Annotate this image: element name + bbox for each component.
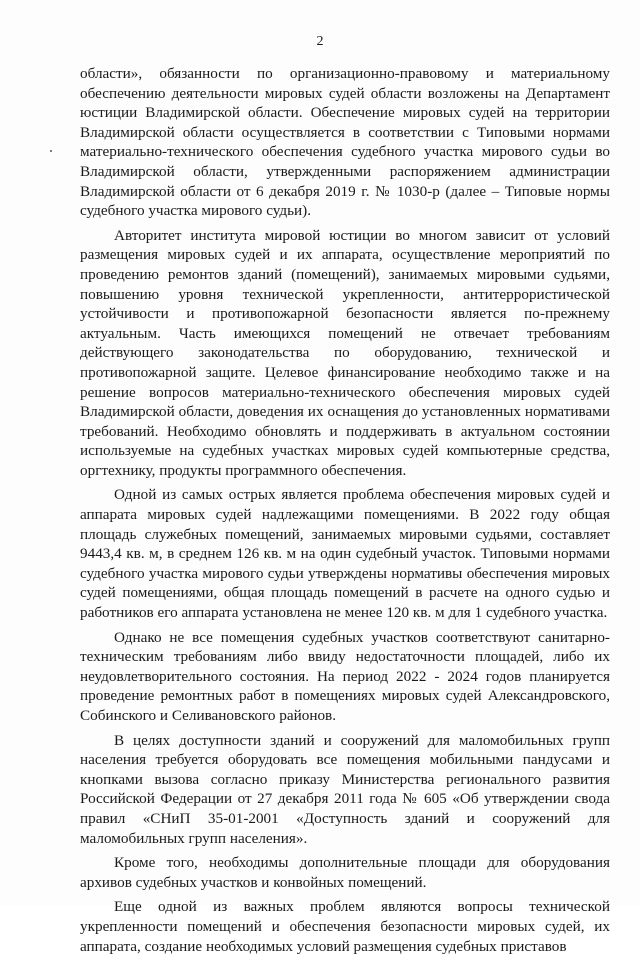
- paragraph-premises-problem: Одной из самых острых является проблема обеспечения мировых судей и аппарата мировых судей надлежащими помещениями. В 2022 году общая площадь служебных помещений, занимаемых мировыми судьями, составляет 9443,4 кв. м, в среднем 126 кв. м на один судебный участок. Типовыми нормами судебного участка мирового судьи утверждены нормативы обеспечения мировых судей помещениями, общая площадь помещений в расчете на одного судью и работников его аппарата установлена не менее 120 кв. м для 1 судебного участка.: [80, 486, 610, 622]
- paragraph-magistrate-authority: Авторитет института мировой юстиции во многом зависит от условий размещения мировых судей и их аппарата, осуществление мероприятий по проведению ремонтов зданий (помещений), занимаемых мировыми судьями, повышению уровня технической укрепленности, антитеррористической устойчивости и противопожарной безопасности является по-прежнему актуальным. Часть имеющихся помещений не отвечает требованиям действующего законодательства по оборудованию, технической и противопожарной защите. Целевое финансирование необходимо также и на решение вопросов материально-технического обеспечения мировых судей Владимирской области, доведения их оснащения до установленных нормативами требований. Необходимо обновлять и поддерживать в актуальном состоянии используемые на судебных участках мировых судей компьютерные средства, оргтехнику, продукты программного обеспечения.: [80, 226, 610, 479]
- paragraph-accessibility: В целях доступности зданий и сооружений для маломобильных групп населения требуется оборудовать все помещения мобильными пандусами и кнопками вызова согласно приказу Министерства регионального развития Российской Федерации от 27 декабря 2011 года № 605 «Об утверждении свода правил «СНиП 35-01-2001 «Доступность зданий и сооружений для маломобильных групп населения».: [80, 731, 610, 847]
- paragraph-repair-plans: Однако не все помещения судебных участков соответствуют санитарно-техническим требованиям либо ввиду недостаточности площадей, либо их неудовлетворительного состояния. На период 2022 - 2024 годов планируется проведение ремонтных работ в помещениях мировых судей Александровского, Собинского и Селивановского районов.: [80, 628, 610, 724]
- paragraph-security: Еще одной из важных проблем являются вопросы технической укрепленности помещений и обеспечения безопасности мировых судей, их аппарата, создание необходимых условий размещения судебных приставов: [80, 898, 610, 955]
- paragraph-additional-space: Кроме того, необходимы дополнительные площади для оборудования архивов судебных участков и конвойных помещений.: [80, 854, 610, 891]
- document-body: [80, 64, 610, 961]
- page-number: 2: [316, 34, 324, 49]
- scan-speck: [50, 150, 52, 152]
- paragraph-continuation: области», обязанности по организационно-правовому и материальному обеспечению деятельности мировых судей области возложены на Департамент юстиции Владимирской области. Обеспечение мировых судей на территории Владимирской области осуществляется в соответствии с Типовыми нормами материально-технического обеспечения судебного участка мирового судьи во Владимирской области, утвержденными распоряжением администрации Владимирской области от 6 декабря 2019 г. № 1030-р (далее – Типовые нормы судебного участка мирового судьи).: [80, 65, 610, 220]
